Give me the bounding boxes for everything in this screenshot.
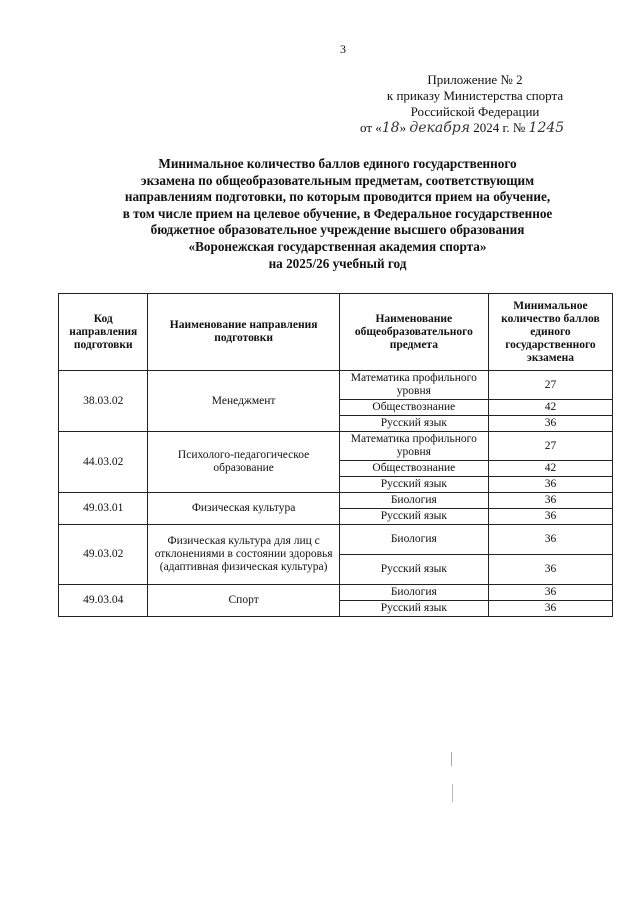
direction-name: Физическая культура (148, 493, 339, 525)
order-day-handwritten: 18 (381, 120, 400, 136)
table-row (59, 585, 613, 601)
direction-name: Психолого-педагогическое образование (148, 432, 339, 493)
scan-artifact (452, 784, 453, 802)
score-cell: 36 (488, 585, 612, 601)
order-year-text: 2024 г. № (473, 120, 526, 135)
header-min-score: Минимальное количество баллов единого государственного экзамена (488, 294, 612, 371)
title-line: Минимальное количество баллов единого государственного (158, 156, 517, 171)
header-subject: Наименование общеобразовательного предмета (339, 294, 488, 371)
header-code: Код направления подготовки (59, 294, 148, 371)
subject-cell: Русский язык (339, 416, 488, 432)
document-title (70, 156, 605, 272)
direction-code: 44.03.02 (59, 432, 148, 493)
table-row (59, 493, 613, 509)
table-row (59, 525, 613, 555)
score-cell: 36 (488, 525, 612, 555)
appendix-title: Приложение № 2 (427, 72, 523, 87)
subject-cell: Биология (339, 525, 488, 555)
title-line: экзамена по общеобразовательным предметам, соответствующим (140, 172, 535, 188)
direction-code: 49.03.01 (59, 493, 148, 525)
order-month-handwritten: декабря (409, 120, 470, 136)
subject-cell: Русский язык (339, 601, 488, 617)
score-cell: 36 (488, 416, 612, 432)
score-cell: 27 (488, 371, 612, 400)
appendix-order-date-line (350, 120, 600, 136)
appendix-block (350, 72, 600, 136)
score-cell: 36 (488, 493, 612, 509)
title-line: «Воронежская государственная академия спорта» (188, 238, 487, 254)
subject-cell: Русский язык (339, 509, 488, 525)
direction-name: Спорт (148, 585, 339, 617)
table-row (59, 371, 613, 400)
score-cell: 27 (488, 432, 612, 461)
title-line: бюджетное образовательное учреждение высшего образования (150, 222, 525, 238)
table-row (59, 432, 613, 461)
order-number-handwritten: 1245 (528, 120, 565, 136)
direction-name: Менеджмент (148, 371, 339, 432)
score-cell: 36 (488, 509, 612, 525)
direction-code: 38.03.02 (59, 371, 148, 432)
subject-cell: Русский язык (339, 477, 488, 493)
order-from-prefix: от « (360, 120, 382, 135)
appendix-order-ref: к приказу Министерства спорта (386, 88, 564, 103)
title-line: направлениям подготовки, по которым проводится прием на обучение, (124, 189, 551, 205)
subject-cell: Математика профильного уровня (339, 371, 488, 400)
page-number: 3 (340, 42, 346, 56)
header-direction: Наименование направления подготовки (148, 294, 339, 371)
subject-cell: Биология (339, 493, 488, 509)
scores-table (58, 293, 613, 617)
subject-cell: Русский язык (339, 555, 488, 585)
scan-artifact (451, 752, 452, 766)
score-cell: 42 (488, 400, 612, 416)
appendix-ministry: Российской Федерации (410, 104, 540, 119)
title-line: на 2025/26 учебный год (268, 255, 407, 271)
table-header-row (59, 294, 613, 371)
subject-cell: Математика профильного уровня (339, 432, 488, 461)
order-close-quote: » (399, 120, 407, 135)
subject-cell: Обществознание (339, 400, 488, 416)
subject-cell: Биология (339, 585, 488, 601)
direction-code: 49.03.02 (59, 525, 148, 585)
direction-name: Физическая культура для лиц с отклонениями в состоянии здоровья (адаптивная физическая культура) (148, 525, 339, 585)
direction-code: 49.03.04 (59, 585, 148, 617)
score-cell: 36 (488, 601, 612, 617)
subject-cell: Обществознание (339, 461, 488, 477)
score-cell: 36 (488, 555, 612, 585)
title-line: в том числе прием на целевое обучение, в Федеральное государственное (122, 205, 553, 221)
score-cell: 42 (488, 461, 612, 477)
score-cell: 36 (488, 477, 612, 493)
